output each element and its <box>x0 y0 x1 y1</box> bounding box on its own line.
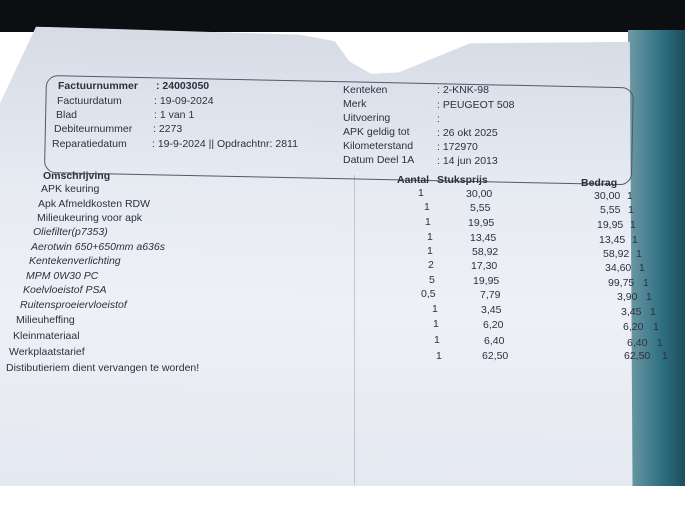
kenteken-label: Kenteken <box>343 84 388 96</box>
line-item-unit-price: 5,55 <box>470 202 491 214</box>
line-item-amount: 99,75 <box>608 277 635 289</box>
column-header-stuksprijs: Stuksprijs <box>437 174 488 186</box>
line-item-description: Milieukeuring voor apk <box>37 212 143 224</box>
line-item-code: 1 <box>650 306 656 318</box>
line-item-unit-price: 58,92 <box>472 246 499 258</box>
debiteurnummer-label: Debiteurnummer <box>54 123 133 135</box>
line-item-amount: 3,45 <box>621 306 642 318</box>
line-item-amount: 34,60 <box>605 262 632 274</box>
column-header-aantal: Aantal <box>397 174 430 186</box>
line-item-description: Ruitensproeiervloeistof <box>20 299 127 311</box>
factuurdatum-value: : 19-09-2024 <box>154 95 214 107</box>
line-item-quantity: 1 <box>425 216 431 228</box>
factuurnummer-label: Factuurnummer <box>58 80 138 92</box>
apk-label: APK geldig tot <box>343 126 410 138</box>
merk-label: Merk <box>343 98 367 110</box>
line-item-code: 1 <box>630 219 636 231</box>
line-item-unit-price: 6,40 <box>484 335 505 347</box>
debiteurnummer-value: : 2273 <box>153 123 183 135</box>
blad-value: : 1 van 1 <box>154 109 195 121</box>
background-bottom <box>0 486 685 514</box>
line-item-code: 1 <box>632 234 638 246</box>
line-item-code: 1 <box>628 204 634 216</box>
factuurdatum-label: Factuurdatum <box>57 95 122 107</box>
line-item-description: Werkplaatstarief <box>9 346 85 358</box>
uitvoering-label: Uitvoering <box>343 112 391 124</box>
line-item-description: Aerotwin 650+650mm a636s <box>31 241 165 253</box>
blad-label: Blad <box>56 109 78 121</box>
line-item-code: 1 <box>662 350 668 362</box>
line-item-amount: 6,40 <box>627 337 648 349</box>
service-note: Distibutieriem dient vervangen te worden! <box>6 362 200 374</box>
line-item-amount: 58,92 <box>603 248 630 260</box>
line-item-amount: 19,95 <box>597 219 624 231</box>
factuurnummer-value: : 24003050 <box>156 80 210 92</box>
line-item-quantity: 1 <box>427 231 433 243</box>
line-item-amount: 5,55 <box>600 204 621 216</box>
line-item-unit-price: 62,50 <box>482 350 509 362</box>
apk-value: : 26 okt 2025 <box>437 127 498 139</box>
datum-deel-label: Datum Deel 1A <box>343 154 415 166</box>
reparatiedatum-value: : 19-9-2024 || Opdrachtnr: 2811 <box>152 138 298 150</box>
line-item-code: 1 <box>653 321 659 333</box>
line-item-unit-price: 19,95 <box>468 217 495 229</box>
line-item-amount: 13,45 <box>599 234 626 246</box>
kenteken-value: : 2-KNK-98 <box>437 84 489 96</box>
line-item-code: 1 <box>657 337 663 349</box>
uitvoering-value: : <box>437 113 440 125</box>
column-header-omschrijving: Omschrijving <box>43 170 111 182</box>
line-item-quantity: 2 <box>428 259 434 271</box>
line-item-unit-price: 13,45 <box>470 232 497 244</box>
line-item-quantity: 5 <box>429 274 435 286</box>
line-item-code: 1 <box>636 248 642 260</box>
line-item-unit-price: 19,95 <box>473 275 500 287</box>
line-item-description: Milieuheffing <box>16 314 75 326</box>
line-item-code: 1 <box>646 291 652 303</box>
line-item-code: 1 <box>627 190 633 202</box>
line-item-quantity: 1 <box>436 350 442 362</box>
line-item-description: Oliefilter(p7353) <box>33 226 108 238</box>
column-header-bedrag: Bedrag <box>581 177 618 189</box>
line-item-unit-price: 3,45 <box>481 304 502 316</box>
kilometerstand-value: : 172970 <box>437 141 478 153</box>
line-item-description: Kentekenverlichting <box>29 255 121 267</box>
paper-fold-line <box>354 175 355 485</box>
line-item-quantity: 1 <box>424 201 430 213</box>
datum-deel-value: : 14 jun 2013 <box>437 155 498 167</box>
line-item-description: Apk Afmeldkosten RDW <box>38 198 151 210</box>
line-item-description: Koelvloeistof PSA <box>23 284 107 296</box>
line-item-unit-price: 7,79 <box>480 289 501 301</box>
line-item-amount: 30,00 <box>594 190 621 202</box>
line-item-amount: 62,50 <box>624 350 651 362</box>
line-item-quantity: 1 <box>427 245 433 257</box>
line-item-unit-price: 17,30 <box>471 260 498 272</box>
line-item-description: APK keuring <box>41 183 100 195</box>
line-item-quantity: 1 <box>432 303 438 315</box>
merk-value: : PEUGEOT 508 <box>437 99 515 111</box>
line-item-amount: 6,20 <box>623 321 644 333</box>
line-item-amount: 3,90 <box>617 291 638 303</box>
line-item-code: 1 <box>643 277 649 289</box>
line-item-description: MPM 0W30 PC <box>26 270 99 282</box>
background-top <box>0 0 685 32</box>
line-item-quantity: 0,5 <box>421 288 436 300</box>
line-item-quantity: 1 <box>433 318 439 330</box>
kilometerstand-label: Kilometerstand <box>343 140 414 152</box>
line-item-description: Kleinmateriaal <box>13 330 80 342</box>
reparatiedatum-label: Reparatiedatum <box>52 138 127 150</box>
line-item-code: 1 <box>639 262 645 274</box>
line-item-quantity: 1 <box>434 334 440 346</box>
line-item-unit-price: 30,00 <box>466 188 493 200</box>
line-item-quantity: 1 <box>418 187 424 199</box>
line-item-unit-price: 6,20 <box>483 319 504 331</box>
